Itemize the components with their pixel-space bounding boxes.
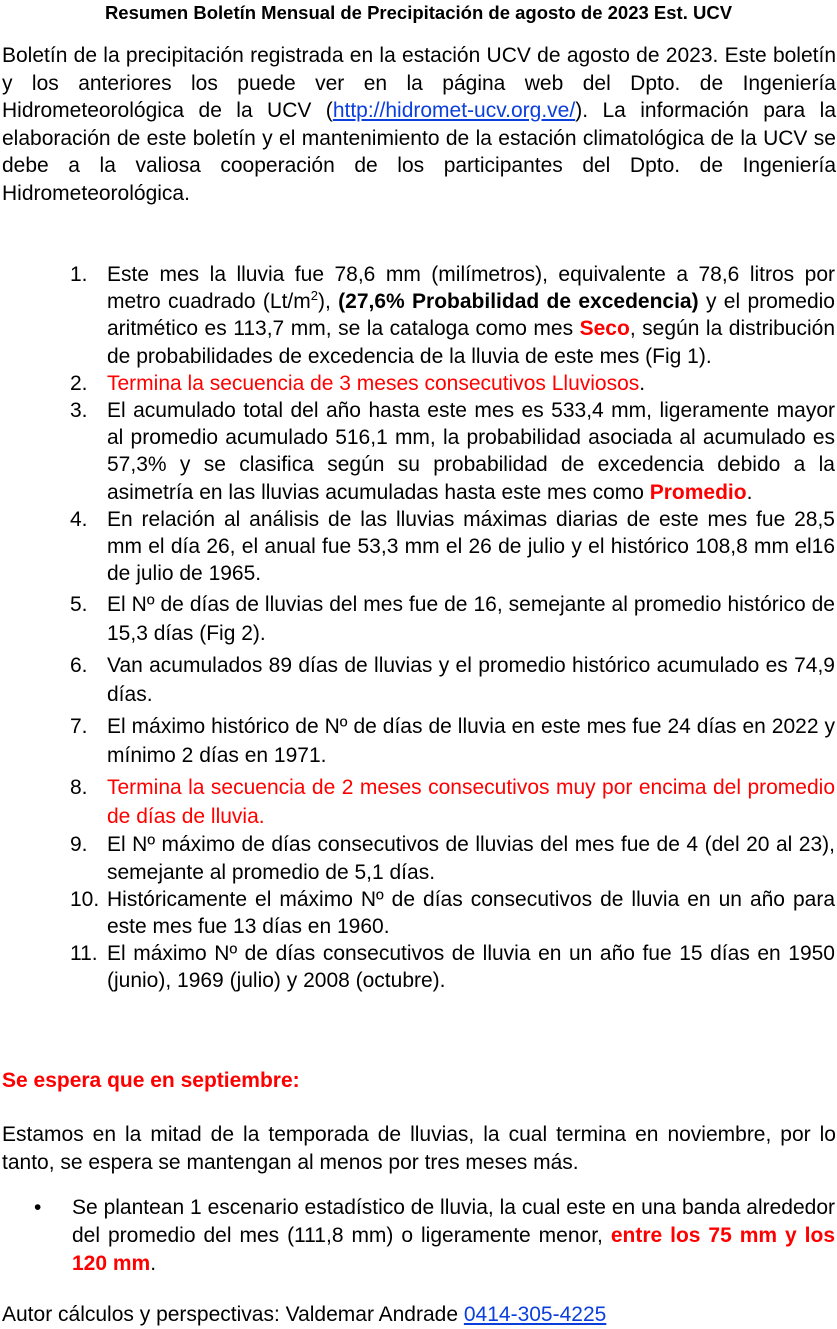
list-number: 11. <box>70 942 98 966</box>
list-number: 1. <box>70 263 88 286</box>
item-text: El Nº de días de lluvias del mes fue de 16, semejante al promedio histórico de 15,3 días (Fig 2). <box>107 593 835 646</box>
item-text: . <box>639 371 646 395</box>
list-number: 5. <box>70 593 88 617</box>
bullet-text-main: Se plantean 1 escenario estadístico de lluvia, la cual este en una banda alrededor del promedio del mes (111,8 mm) o ligeramente menor, <box>72 1196 835 1247</box>
item-text: Históricamente el máximo Nº de días consecutivos de lluvia en un año para este mes fue 13 días en 1960. <box>107 887 835 939</box>
item-text: El máximo Nº de días consecutivos de lluvia en un año fue 15 días en 1950 (junio), 1969 (julio) y 2008 (octubre). <box>107 942 835 993</box>
classification-seco: Seco <box>579 317 630 341</box>
list-item <box>0 397 837 506</box>
item-text: El Nº máximo de días consecutivos de lluvias del mes fue de 4 (del 20 al 23), semejante al promedio de 5,1 días. <box>107 833 835 884</box>
list-number: 9. <box>70 833 88 857</box>
bullet-range: entre los 75 mm y los 120 mm <box>72 1224 835 1275</box>
intro-text-end: ). La información para la elaboración de este boletín y el mantenimiento de la estación climatológica de la UCV se debe a la valiosa cooperación de los participantes del Dpto. de Ingeniería Hidrometeorológica. <box>2 99 836 205</box>
item-text-red: Termina la secuencia de 3 meses consecutivos Lluviosos <box>107 371 640 395</box>
probability-text: (27,6% Probabilidad de excedencia) <box>338 290 699 314</box>
bullet-icon: • <box>34 1196 42 1219</box>
list-number: 7. <box>70 715 88 739</box>
author-line <box>2 1301 606 1329</box>
bullet-text-end: . <box>150 1252 157 1275</box>
list-number: 6. <box>70 654 88 678</box>
list-item <box>0 712 837 770</box>
item-text: Van acumulados 89 días de lluvias y el promedio histórico acumulado es 74,9 días. <box>107 654 835 707</box>
list-item <box>0 940 837 994</box>
list-item <box>0 886 837 940</box>
list-item <box>0 506 837 588</box>
item-text: En relación al análisis de las lluvias máximas diarias de este mes fue 28,5 mm el día 26, el anual fue 53,3 mm el 26 de julio y el histórico 108,8 mm el16 de julio de 1965. <box>107 507 835 586</box>
list-item <box>0 370 837 397</box>
bulletin-title: Resumen Boletín Mensual de Precipitación de agosto de 2023 Est. UCV <box>104 2 733 23</box>
list-item <box>0 590 837 648</box>
list-item <box>0 773 837 831</box>
outlook-paragraph: Estamos en la mitad de la temporada de lluvias, la cual termina en noviembre, por lo tanto, se espera se mantengan al menos por tres meses más. <box>2 1123 836 1174</box>
intro-text: Boletín de la precipitación registrada en la estación UCV de agosto de 2023. Este boletín y los anteriores los puede ver en la página web del Dpto. de Ingeniería Hidrometeorológica de la UCV ( <box>2 44 836 122</box>
findings-list <box>0 261 837 995</box>
intro-paragraph <box>2 42 836 207</box>
superscript: 2 <box>310 288 318 304</box>
author-label: Autor cálculos y perspectivas: Valdemar Andrade <box>2 1303 464 1326</box>
item-text: y el promedio aritmético es 113,7 mm, se la cataloga como mes <box>107 290 835 341</box>
list-number: 10. <box>70 887 100 911</box>
item-text: Este mes la lluvia fue 78,6 mm (milímetros), equivalente a 78,6 litros por metro cuadrado (Lt/m <box>107 263 835 314</box>
list-number: 8. <box>70 776 88 800</box>
website-link[interactable]: http://hidromet-ucv.org.ve/ <box>332 99 576 122</box>
phone-link[interactable]: 0414-305-4225 <box>463 1303 607 1326</box>
classification-promedio: Promedio <box>649 480 747 504</box>
list-number: 2. <box>70 371 88 395</box>
list-number: 3. <box>70 399 88 423</box>
list-item <box>0 831 837 885</box>
item-text: El máximo histórico de Nº de días de lluvia en este mes fue 24 días en 2022 y mínimo 2 días en 1971. <box>107 715 835 768</box>
outlook-heading: Se espera que en septiembre: <box>2 1069 300 1092</box>
bullet-text <box>72 1194 835 1278</box>
item-text: , según la distribución de probabilidades de excedencia de la lluvia de este mes (Fig 1). <box>107 317 835 368</box>
item-text: ), <box>317 290 339 314</box>
item-text-red: Termina la secuencia de 2 meses consecutivos muy por encima del promedio de días de lluvia. <box>107 776 835 829</box>
item-text: . <box>746 480 753 504</box>
list-item <box>0 651 837 709</box>
list-number: 4. <box>70 507 88 531</box>
item-text: El acumulado total del año hasta este mes es 533,4 mm, ligeramente mayor al promedio acumulado 516,1 mm, la probabilidad asociada al acumulado es 57,3% y se clasifica según su probabilidad de excedencia debido a la asimetría en las lluvias acumuladas hasta este mes como <box>107 399 835 504</box>
list-item <box>0 261 837 370</box>
outlook-bullet <box>0 1194 837 1278</box>
